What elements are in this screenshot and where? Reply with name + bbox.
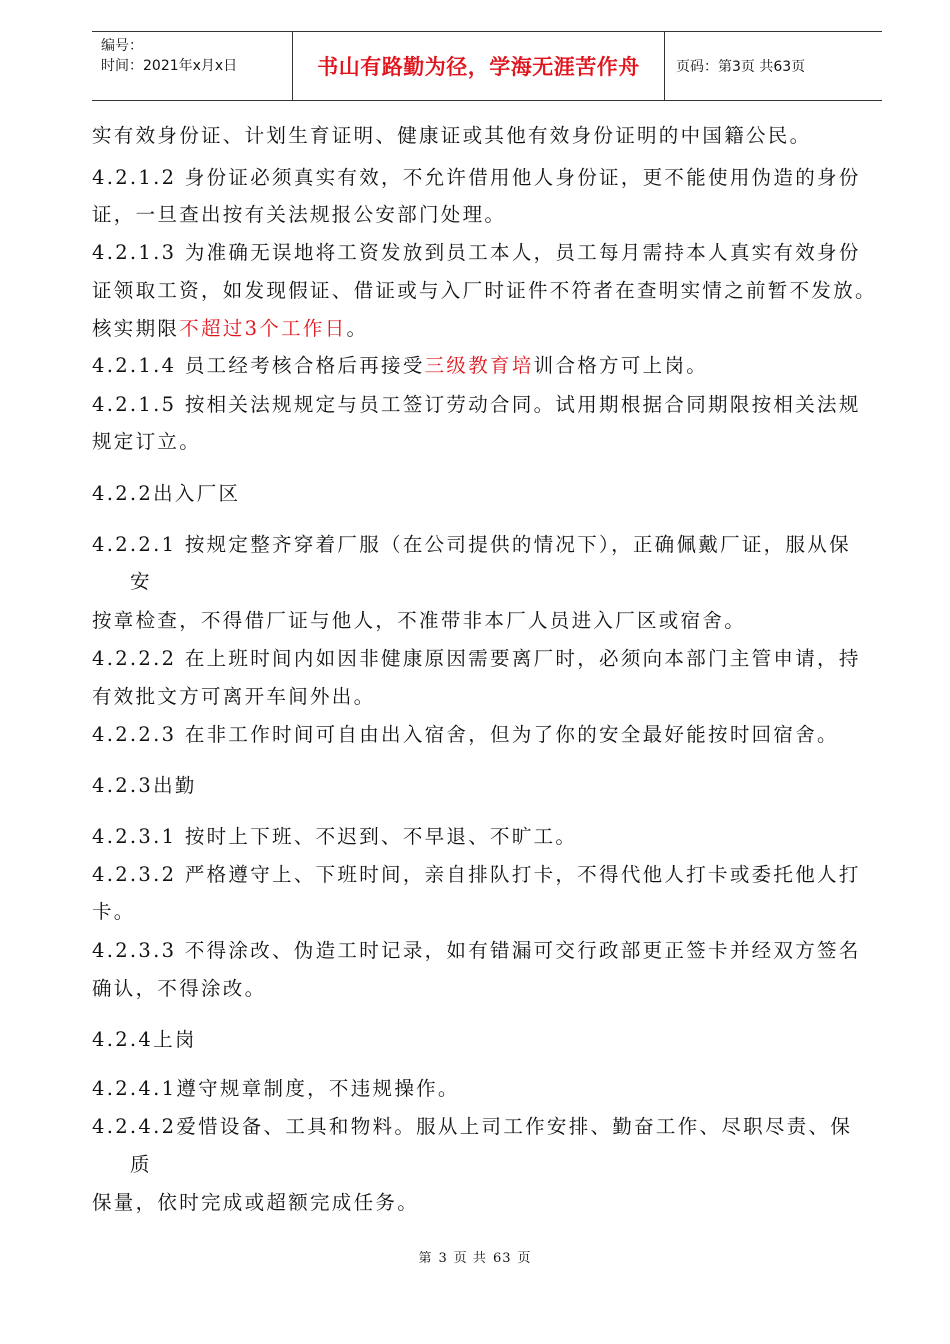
body-line: 4.2.4.1遵守规章制度，不违规操作。 <box>92 1077 460 1100</box>
body-line: 4.2.2.1 按规定整齐穿着厂服（在公司提供的情况下），正确佩戴厂证，服从保 <box>92 533 851 556</box>
body-line: 有效批文方可离开车间外出。 <box>92 685 376 708</box>
header-meta <box>92 32 293 100</box>
body-line: 卡。 <box>92 900 136 923</box>
footer-prefix: 第 <box>418 1251 433 1266</box>
body-line: 规定订立。 <box>92 430 202 453</box>
document-number-label: 编号： <box>101 38 143 54</box>
document-time-label: 时间：2021年x月x日 <box>101 58 238 74</box>
page-footer <box>0 1247 950 1266</box>
body-line: 证领取工资，如发现假证、借证或与入厂时证件不符者在查明实情之前暂不发放。 <box>92 279 877 302</box>
footer-total-pages: 63 <box>492 1251 512 1266</box>
header-motto: 书山有路勤为径，学海无涯苦作舟 <box>293 32 665 100</box>
body-line: 安 <box>130 570 152 593</box>
body-line: 4.2.3.3 不得涂改、伪造工时记录，如有错漏可交行政部更正签卡并经双方签名 <box>92 939 861 962</box>
body-line: 按章检查，不得借厂证与他人，不准带非本厂人员进入厂区或宿舍。 <box>92 609 747 632</box>
footer-page-number: 3 <box>438 1251 448 1266</box>
header-page-label: 页码：第3页 共63页 <box>676 59 806 75</box>
body-text: 。 <box>346 317 369 340</box>
body-line <box>92 317 368 341</box>
highlighted-text: 不超过3个工作日 <box>179 317 347 340</box>
body-line: 4.2.1.5 按相关法规规定与员工签订劳动合同。试用期根据合同期限按相关法规 <box>92 393 861 416</box>
footer-suffix: 页 <box>517 1251 532 1266</box>
body-line <box>92 354 708 378</box>
body-text: 训合格方可上岗。 <box>533 354 709 377</box>
highlighted-text: 三级教育培 <box>424 354 534 377</box>
section-heading: 4.2.3出勤 <box>92 774 197 797</box>
page-header <box>92 31 882 101</box>
section-heading: 4.2.2出入厂区 <box>92 482 241 505</box>
section-heading: 4.2.4上岗 <box>92 1028 197 1051</box>
body-line: 质 <box>130 1153 152 1176</box>
body-line: 4.2.3.2 严格遵守上、下班时间，亲自排队打卡，不得代他人打卡或委托他人打 <box>92 863 861 886</box>
body-line: 4.2.2.2 在上班时间内如因非健康原因需要离厂时，必须向本部门主管申请，持 <box>92 647 861 670</box>
body-text: 核实期限 <box>92 317 180 340</box>
body-line: 4.2.1.2 身份证必须真实有效，不允许借用他人身份证，更不能使用伪造的身份 <box>92 166 861 189</box>
body-text: 4.2.1.4 员工经考核合格后再接受 <box>92 354 425 377</box>
body-line: 确认，不得涂改。 <box>92 977 267 1000</box>
body-line: 4.2.2.3 在非工作时间可自由出入宿舍，但为了你的安全最好能按时回宿舍。 <box>92 723 839 746</box>
footer-mid: 页 共 <box>453 1251 487 1266</box>
body-line: 实有效身份证、计划生育证明、健康证或其他有效身份证明的中国籍公民。 <box>92 124 812 147</box>
body-line: 4.2.1.3 为准确无误地将工资发放到员工本人，员工每月需持本人真实有效身份 <box>92 241 861 264</box>
body-line: 证，一旦查出按有关法规报公安部门处理。 <box>92 203 507 226</box>
body-line: 保量，依时完成或超额完成任务。 <box>92 1191 420 1214</box>
body-line: 4.2.3.1 按时上下班、不迟到、不早退、不旷工。 <box>92 825 578 848</box>
body-line: 4.2.4.2爱惜设备、工具和物料。服从上司工作安排、勤奋工作、尽职尽责、保 <box>92 1115 853 1138</box>
